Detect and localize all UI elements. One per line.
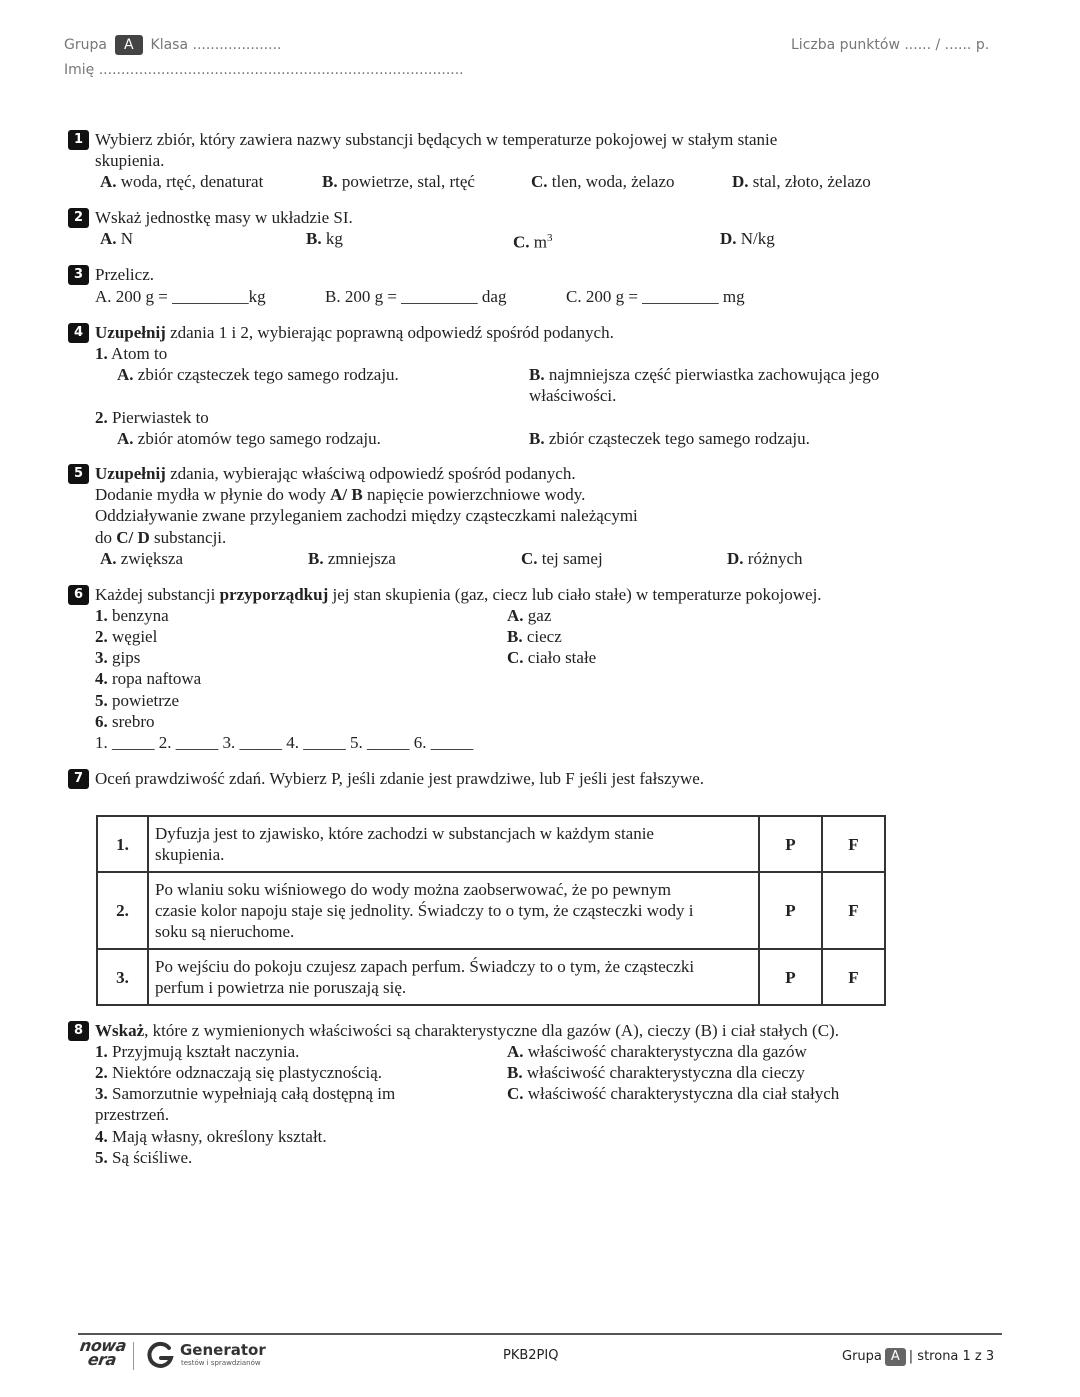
option-c[interactable]: C. $m^3$ — [513, 232, 553, 252]
sentence-2: 2. Pierwiastek to — [95, 408, 209, 427]
option-b[interactable]: B. powietrze, stal, rtęć — [322, 172, 475, 191]
sentence-1-option-b-cont: właściwości. — [529, 386, 617, 405]
option-d[interactable]: D. N/kg — [720, 229, 775, 248]
statement-2-cont: do C/ D substancji. — [95, 528, 227, 547]
false-option[interactable]: F — [822, 949, 885, 1005]
true-option[interactable]: P — [759, 949, 822, 1005]
question-text: Wskaż, które z wymienionych właściwości są charakterystyczne dla gazów (A), cieczy (B) i ciał stałych (C). — [95, 1021, 839, 1040]
option-d[interactable]: D. różnych — [727, 549, 803, 568]
generator-logo-icon — [145, 1341, 175, 1376]
option-d[interactable]: D. stal, złoto, żelazo — [732, 172, 871, 191]
question-number: 3 — [68, 265, 89, 285]
statement-2: Oddziaływanie zwane przyleganiem zachodzi między cząsteczkami należącymi — [95, 506, 638, 525]
row-statement: Dyfuzja jest to zjawisko, które zachodzi w substancjach w każdym stanie skupienia. — [148, 816, 759, 872]
question-number: 6 — [68, 585, 89, 605]
question-text: Uzupełnij zdania, wybierając właściwą odpowiedź spośród podanych. — [95, 464, 576, 483]
question-text: Uzupełnij zdania 1 i 2, wybierając poprawną odpowiedź spośród podanych. — [95, 323, 614, 342]
table-row — [97, 872, 885, 949]
state-item: A. gaz — [507, 606, 552, 625]
points-field: Liczba punktów ...... / ...... p. — [791, 37, 990, 53]
group-field — [64, 35, 282, 55]
footer-divider — [78, 1333, 1002, 1335]
generator-subtitle: testów i sprawdzianów — [181, 1359, 261, 1367]
property-item: 3. Samorzutnie wypełniają całą dostępną im — [95, 1084, 396, 1103]
option-a[interactable]: A. zwiększa — [100, 549, 184, 568]
property-item: 2. Niektóre odznaczają się plastycznością. — [95, 1063, 382, 1082]
substance-item: 4. ropa naftowa — [95, 669, 202, 688]
test-code: PKB2PIQ — [503, 1348, 559, 1363]
option-b[interactable]: B. zmniejsza — [308, 549, 396, 568]
state-item: A. właściwość charakterystyczna dla gazów — [507, 1042, 807, 1061]
sentence-1: 1. Atom to — [95, 344, 168, 363]
group-label: Grupa — [64, 37, 107, 53]
logo-separator — [133, 1342, 134, 1370]
true-option[interactable]: P — [759, 816, 822, 872]
conversion-a[interactable]: A. 200 g = _________kg — [95, 287, 266, 306]
true-false-table — [96, 815, 886, 1006]
substance-item: 2. węgiel — [95, 627, 158, 646]
option-b[interactable]: B. kg — [306, 229, 343, 248]
question-text: Każdej substancji przyporządkuj jej stan skupienia (gaz, ciecz lub ciało stałe) w temperaturze pokojowej. — [95, 585, 822, 604]
sentence-1-option-b[interactable]: B. najmniejsza część pierwiastka zachowująca jego — [529, 365, 880, 384]
sentence-1-option-a[interactable]: A. zbiór cząsteczek tego samego rodzaju. — [117, 365, 399, 384]
true-option[interactable]: P — [759, 872, 822, 949]
answer-line[interactable]: 1. _____ 2. _____ 3. _____ 4. _____ 5. _____ 6. _____ — [95, 733, 474, 752]
false-option[interactable]: F — [822, 816, 885, 872]
statement-1: Dodanie mydła w płynie do wody A/ B napięcie powierzchniowe wody. — [95, 485, 586, 504]
property-item: 4. Mają własny, określony kształt. — [95, 1127, 327, 1146]
row-statement: Po wlaniu soku wiśniowego do wody można zaobserwować, że po pewnym czasie kolor napoju staje się jednolity. Świadczy to o tym, że cząsteczki wody i soku są nieruchome. — [148, 872, 759, 949]
page-number: | strona 1 z 3 — [908, 1349, 995, 1364]
option-a[interactable]: A. woda, rtęć, denaturat — [100, 172, 264, 191]
footer-group-badge: A — [885, 1348, 906, 1366]
question-number: 7 — [68, 769, 89, 789]
question-number: 1 — [68, 130, 89, 150]
row-statement: Po wejściu do pokoju czujesz zapach perfum. Świadczy to o tym, że cząsteczki perfum i powietrza nie poruszają się. — [148, 949, 759, 1005]
sentence-2-option-b[interactable]: B. zbiór cząsteczek tego samego rodzaju. — [529, 429, 810, 448]
substance-item: 1. benzyna — [95, 606, 169, 625]
conversion-b[interactable]: B. 200 g = _________ dag — [325, 287, 507, 306]
question-number: 8 — [68, 1021, 89, 1041]
question-number: 5 — [68, 464, 89, 484]
option-c[interactable]: C. tlen, woda, żelazo — [531, 172, 675, 191]
row-number: 2. — [97, 872, 148, 949]
sentence-2-option-a[interactable]: A. zbiór atomów tego samego rodzaju. — [117, 429, 381, 448]
nowa-era-logo: nowa era — [78, 1336, 128, 1369]
question-text: Przelicz. — [95, 265, 154, 284]
class-field: Klasa .................... — [150, 37, 282, 53]
substance-item: 6. srebro — [95, 712, 155, 731]
group-badge: A — [115, 35, 143, 55]
conversion-c[interactable]: C. 200 g = _________ mg — [566, 287, 745, 306]
state-item: C. właściwość charakterystyczna dla ciał stałych — [507, 1084, 840, 1103]
name-field: Imię .................................................................................. — [64, 62, 464, 78]
question-text: Oceń prawdziwość zdań. Wybierz P, jeśli zdanie jest prawdziwe, lub F jeśli jest fałszywe. — [95, 769, 705, 788]
property-item: 5. Są ściśliwe. — [95, 1148, 193, 1167]
question-text-cont: skupienia. — [95, 151, 165, 170]
row-number: 1. — [97, 816, 148, 872]
page-info: Grupa A | strona 1 z 3 — [842, 1349, 995, 1364]
option-a[interactable]: A. N — [100, 229, 134, 248]
state-item: B. właściwość charakterystyczna dla cieczy — [507, 1063, 805, 1082]
option-c[interactable]: C. tej samej — [521, 549, 603, 568]
question-text: Wybierz zbiór, który zawiera nazwy substancji będących w temperaturze pokojowej w stałym stanie — [95, 130, 778, 149]
table-row — [97, 816, 885, 872]
false-option[interactable]: F — [822, 872, 885, 949]
question-text: Wskaż jednostkę masy w układzie SI. — [95, 208, 353, 227]
question-number: 4 — [68, 323, 89, 343]
property-item: 1. Przyjmują kształt naczynia. — [95, 1042, 300, 1061]
property-item-cont: przestrzeń. — [95, 1105, 170, 1124]
generator-title: Generator — [180, 1341, 266, 1359]
state-item: B. ciecz — [507, 627, 562, 646]
substance-item: 3. gips — [95, 648, 141, 667]
table-row — [97, 949, 885, 1005]
question-number: 2 — [68, 208, 89, 228]
substance-item: 5. powietrze — [95, 691, 180, 710]
state-item: C. ciało stałe — [507, 648, 597, 667]
row-number: 3. — [97, 949, 148, 1005]
